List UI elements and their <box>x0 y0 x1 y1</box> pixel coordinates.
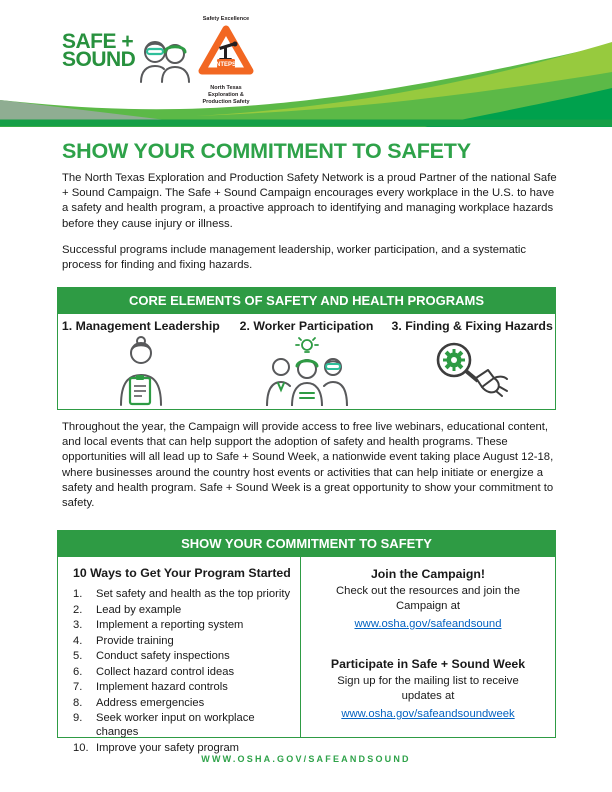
commitment-box <box>57 530 556 754</box>
ten-ways-list <box>73 587 296 755</box>
sound-week-text: Sign up for the mailing list to receive updates at <box>337 675 519 702</box>
intro-paragraph-1: The North Texas Exploration and Production Safety Network is a proud Partner of the national Safe + Sound Campaign. The Safe + Sound Campaign encourages every workplace in the U.S. to have a safety and health program, a proactive approach to identifying and managing workplace hazards before they cause injury or illness. <box>62 172 557 230</box>
core-elements-header: CORE ELEMENTS OF SAFETY AND HEALTH PROGRAMS <box>58 288 555 314</box>
commitment-header: SHOW YOUR COMMITMENT TO SAFETY <box>58 531 555 557</box>
intro-paragraph-2: Successful programs include management leadership, worker participation, and a systematic process for finding and fixing hazards. <box>62 244 527 272</box>
ten-ways-item: 6. Collect hazard control ideas <box>73 665 235 678</box>
safe-sound-logo-line2: SOUND <box>62 48 136 71</box>
core-element-management <box>58 314 224 410</box>
ten-ways-item: 10. Improve your safety program <box>73 741 240 754</box>
ten-ways-column <box>58 557 301 754</box>
core-element-label: 1. Management Leadership <box>61 319 220 333</box>
ten-ways-item: 4. Provide training <box>73 634 174 647</box>
page-title: SHOW YOUR COMMITMENT TO SAFETY <box>62 139 471 163</box>
ten-ways-item: 1. Set safety and health as the top priority <box>73 588 291 600</box>
ten-ways-item: 5. Conduct safety inspections <box>73 650 230 662</box>
core-element-hazards <box>389 314 555 410</box>
ten-ways-heading: 10 Ways to Get Your Program Started <box>73 566 291 580</box>
footer-url: WWW.OSHA.GOV/SAFEANDSOUND <box>201 754 411 764</box>
ten-ways-item: 8. Address emergencies <box>73 696 205 709</box>
safe-sound-logo-text <box>62 30 136 71</box>
svg-text:NTEPS: NTEPS <box>215 62 237 68</box>
ten-ways-item: 7. Implement hazard controls <box>73 681 228 693</box>
core-element-participation <box>224 314 390 410</box>
magnifier-gear-hand-icon <box>428 336 516 400</box>
campaign-paragraph: Throughout the year, the Campaign will provide access to free live webinars, educational content, and local events that can help support the adoption of safety and health programs. These opportunities will all lead up to Safe + Sound Week, a nationwide event taking place August 12-18, where businesses around the country host events or activities that can help initiate or energize a safety and health program. Safe + Sound Week is a great opportunity to show your commitment to safety. <box>62 421 554 510</box>
sound-week-block <box>301 657 555 722</box>
ten-ways-item: 9. Seek worker input on workplace changes <box>73 712 255 739</box>
workers-idea-icon <box>261 336 353 406</box>
sound-week-heading: Participate in Safe + Sound Week <box>330 657 526 671</box>
ten-ways-item: 3. Implement a reporting system <box>73 619 244 631</box>
join-campaign-heading: Join the Campaign! <box>370 567 486 581</box>
core-element-label: 3. Finding & Fixing Hazards <box>391 319 553 333</box>
safe-sound-logo-line1: SAFE + <box>62 30 134 53</box>
safeandsound-link[interactable]: www.osha.gov/safeandsound <box>354 618 502 630</box>
join-campaign-text: Check out the resources and join the Campaign at <box>336 585 520 612</box>
nteps-logo <box>193 16 259 106</box>
join-campaign-block <box>301 567 555 632</box>
ten-ways-item: 2. Lead by example <box>73 603 182 616</box>
safe-sound-logo <box>62 30 193 83</box>
manager-clipboard-icon <box>109 336 173 406</box>
commitment-columns <box>58 557 555 754</box>
orange-triangle-pumpjack-icon <box>197 23 255 79</box>
core-elements-columns <box>58 314 555 410</box>
nteps-bottom-text: North Texas Exploration & Production Safety <box>202 85 250 105</box>
core-elements-box <box>57 287 556 410</box>
two-workers-icon <box>137 35 193 83</box>
campaign-links-column <box>301 557 555 738</box>
nteps-top-text: Safety Excellence <box>202 16 250 22</box>
safeandsoundweek-link[interactable]: www.osha.gov/safeandsoundweek <box>341 708 515 720</box>
core-element-label: 2. Worker Participation <box>239 319 374 333</box>
